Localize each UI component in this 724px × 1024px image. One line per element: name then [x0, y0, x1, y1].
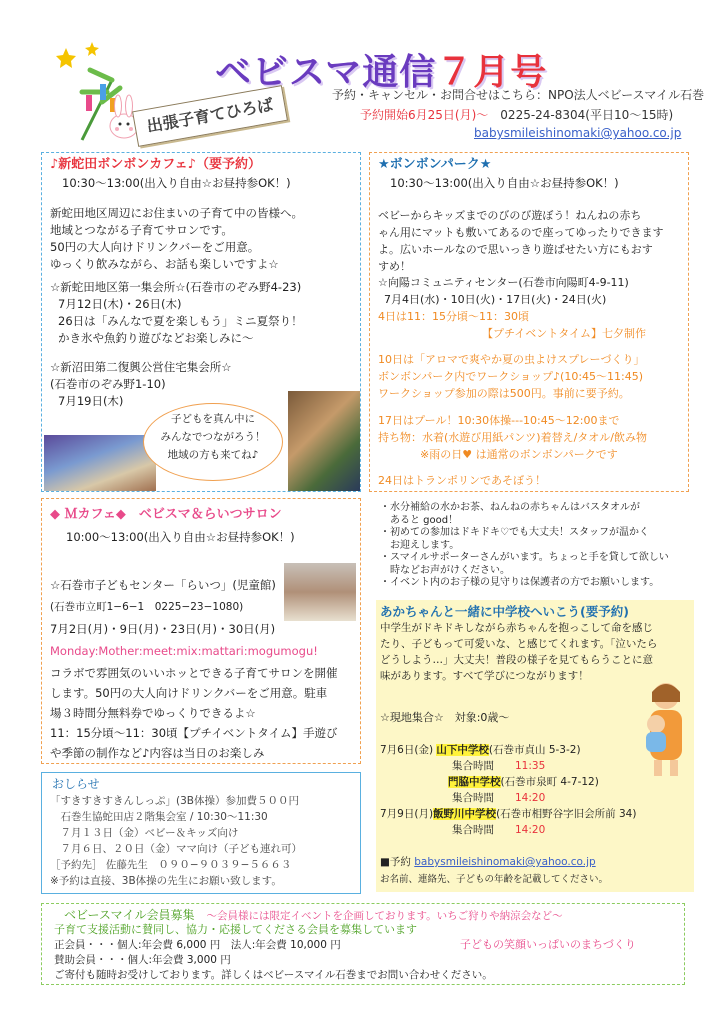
park-dates: 7月4日(水)・10日(火)・17日(火)・24日(火)	[384, 293, 607, 306]
school-meet: ☆現地集合☆ 対象:0歳～	[380, 711, 510, 724]
hiroba-label: 出張子育てひろば	[132, 85, 288, 147]
park-day17-c: ※雨の日♥ は通常のボンボンパークです	[420, 448, 618, 461]
member-regular: 正会員・・・個人:年会費 6,000 円 法人:年会費 10,000 円	[54, 939, 341, 951]
contact-email-link[interactable]: babysmileishinomaki@yahoo.co.jp	[474, 126, 682, 140]
m-cafe-title: ◆ Ｍカフェ◆ ベビスマ＆らいつサロン	[50, 507, 282, 522]
school-row-1-time: 集合時間 11:35	[452, 760, 546, 772]
member-supporter: 賛助会員・・・個人:年会費 3,000 円	[54, 954, 231, 966]
school-description: 中学生がドキドキしながら赤ちゃんを抱っこして命を感じ たり、子どもって可愛いな、と感じてくれます。「泣いたら どうしよう…」大丈夫！普段の様子を見てもらうことに意 味があります。すべて学びにつながります！	[380, 622, 658, 682]
school-reserve-email[interactable]: babysmileishinomaki@yahoo.co.jp	[414, 856, 596, 868]
cafe-venue-1-note: 26日は「みんなで夏を楽しもう」ミニ夏祭り！	[58, 314, 303, 328]
park-title: ★ボンボンパーク★	[378, 157, 492, 172]
contact-info: 予約・キャンセル・お問合せはこちら：NPO法人ベビースマイル石巻	[332, 88, 705, 102]
park-day17-a: 17日はプール！10:30体操---10:45～12:00まで	[378, 414, 620, 427]
tanabata-bamboo-illustration	[52, 40, 148, 144]
toys-photo	[288, 391, 360, 491]
center-photo	[284, 563, 356, 621]
m-cafe-description: コラボで雰囲気のいいホッとできる子育てサロンを開催 します。50円の大人向けドリンクバーをご用意。駐車 場３時間分無料券でゆっくりできるよ☆ 11：15分頃～11：30頃【プチイベントタイム】手遊び や季節の制作など♪内容は当日のお楽しみ	[50, 666, 338, 760]
baby-photo	[44, 435, 156, 491]
park-day10-b: ボンボンパーク内でワークショップ♪(10:45～11:45)	[378, 370, 644, 383]
park-notes: ・水分補給の水かお茶、ねんねの赤ちゃんはバスタオルが あると good！ ・初めての参加はドキドキ♡でも大丈夫！スタッフが温かく お迎えします。 ・スマイルサポーターさんがいます。ちょっと手を貸して欲しい 時などお声がけください。 ・イベント内のお子様の見守りは保護者の方でお願いします。	[380, 502, 669, 588]
school-row-1: 7月6日(金) 山下中学校(石巻市貞山 5-3-2)	[380, 744, 581, 756]
newsletter-title: ベビスマ通信７月号	[215, 52, 548, 93]
school-visit-section	[376, 600, 694, 892]
cafe-title: ♪新蛇田ボンボンカフェ♪（要予約）	[50, 157, 261, 172]
school-row-3-time: 集合時間 14:20	[452, 824, 546, 836]
bonbon-park-section	[369, 152, 689, 492]
park-day4-event: 【プチイベントタイム】七夕制作	[482, 327, 647, 340]
member-donation: ご寄付も随時お受けしております。詳しくはベビースマイル石巻までお問い合わせください。	[54, 969, 493, 981]
m-cafe-motto: Monday:Mother:meet:mix:mattari:mogumogu!	[50, 644, 318, 658]
cafe-time: 10:30～13:00(出入り自由☆お昼持参OK！)	[62, 176, 291, 190]
m-cafe-time: 10:00～13:00(出入り自由☆お昼持参OK！)	[66, 530, 295, 544]
cafe-venue-2-dates: 7月19日(木)	[58, 394, 124, 408]
park-time: 10:30～13:00(出入り自由☆お昼持参OK！)	[390, 176, 619, 190]
park-day24: 24日はトランポリンであそぼう！	[378, 474, 546, 487]
member-title-line: ベビースマイル会員募集 ～会員様には限定イベントを企画しております。いちご狩りや納涼会など～	[64, 908, 563, 922]
m-cafe-section	[41, 498, 361, 764]
school-row-2-time: 集合時間 14:20	[452, 792, 546, 804]
park-venue: ☆向陽コミュニティセンター(石巻市向陽町4-9-11)	[378, 276, 629, 289]
cafe-venue-2-address: (石巻市のぞみ野1-10)	[50, 377, 166, 391]
park-day17-b: 持ち物：水着(水遊び用紙パンツ)着替え/タオル/飲み物	[378, 431, 647, 444]
message-bubble: 子どもを真ん中に みんなでつながろう！ 地域の方も来てね♪	[143, 403, 283, 481]
park-day10-c: ワークショップ参加の際は500円。事前に要予約。	[378, 387, 630, 400]
m-cafe-address: (石巻市立町1−6−1 0225−23−1080)	[50, 601, 244, 613]
school-row-3: 7月9日(月)飯野川中学校(石巻市相野谷字旧会所前 34)	[380, 808, 637, 820]
mother-baby-illustration	[634, 678, 692, 778]
park-day4: 4日は11：15分頃～11：30頃	[378, 310, 529, 323]
m-cafe-dates: 7月2日(月)・9日(月)・23日(月)・30日(月)	[50, 622, 276, 636]
notice-title: おしらせ	[52, 777, 100, 791]
cafe-venue-1-note2: かき氷や魚釣り遊びなどお楽しみに～	[58, 331, 254, 345]
school-reserve: ■予約 babysmileishinomaki@yahoo.co.jp	[380, 856, 596, 868]
notice-body: 「すきすきすきんしっぷ」(3B体操）参加費５００円 石巻生協蛇田店２階集会室 / 10:30～11:30 ７月１３日（金）ベビー＆キッズ向け ７月６日、２０日（金）ママ向け（子ども連れ可） ［予約先］ 佐藤先生 ０９０−９０３９−５６６３ ※予約は直接、3B体操の先生にお願い致します。	[50, 795, 302, 887]
park-description: ベビーからキッズまでのびのび遊ぼう！ねんねの赤ち ゃん用にマットも敷いてあるので座ってゆったりできます よ。広いホールなので思いっきり遊ばせたい方にもおす すめ！	[378, 209, 664, 273]
notice-section	[41, 772, 361, 894]
school-title: あかちゃんと一緒に中学校へいこう(要予約)	[380, 604, 629, 619]
member-sub: 子育て支援活動に賛同し、協力・応援してくださる会員を募集しています	[54, 923, 417, 936]
reservation-line: 予約開始6月25日(月)～ 0225-24-8304(平日10～15時)	[360, 108, 674, 122]
park-day10-a: 10日は「アロマで爽やか夏の虫よけスプレーづくり」	[378, 353, 645, 366]
cafe-venue-1: ☆新蛇田地区第一集会所☆(石巻市のぞみ野4-23)	[50, 280, 302, 294]
cafe-venue-1-dates: 7月12日(木)・26日(木)	[58, 297, 182, 311]
m-cafe-venue: ☆石巻市子どもセンター「らいつ」(児童館)	[50, 578, 276, 592]
school-row-2: 門脇中学校(石巻市泉町 4-7-12)	[448, 776, 599, 788]
member-slogan: 子どもの笑顔いっぱいのまちづくり	[460, 938, 636, 951]
member-recruit-section	[41, 903, 685, 985]
cafe-venue-2: ☆新沼田第二復興公営住宅集会所☆	[50, 360, 232, 374]
school-reserve-note: お名前、連絡先、子どもの年齢を記載してください。	[380, 874, 609, 885]
cafe-description: 新蛇田地区周辺にお住まいの子育て中の皆様へ。 地域とつながる子育てサロンです。 50円の大人向けドリンクバーをご用意。 ゆっくり飲みながら、お話も楽しいですよ☆	[50, 206, 303, 271]
